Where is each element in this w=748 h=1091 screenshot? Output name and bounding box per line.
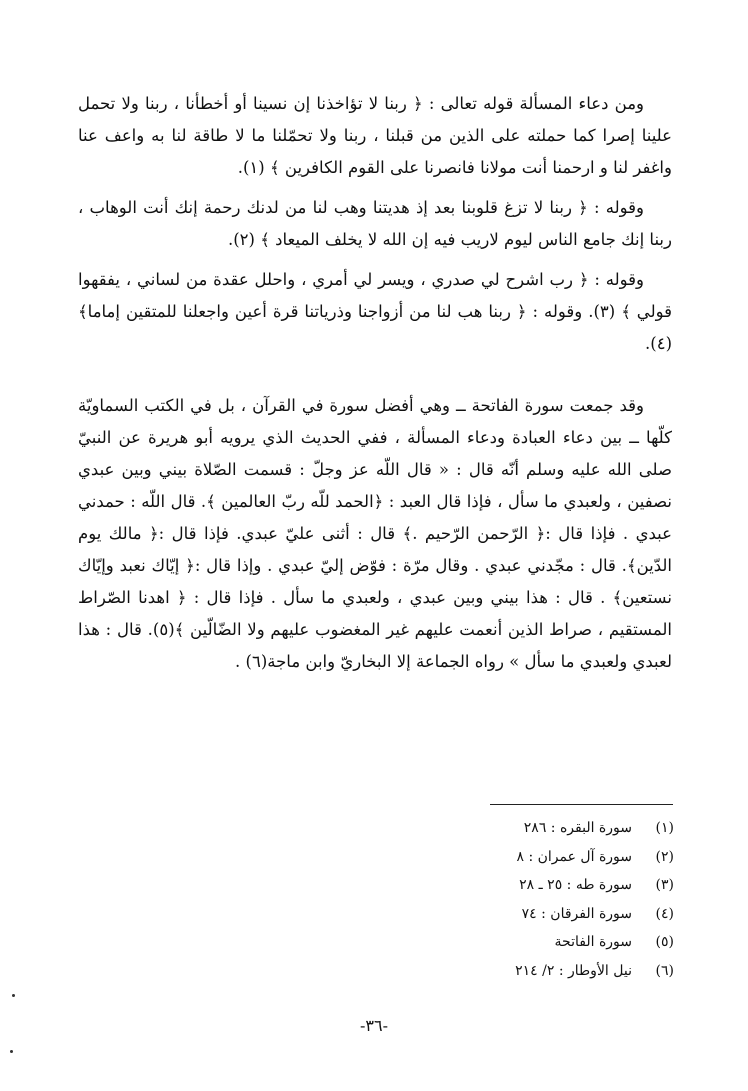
- main-text: [78, 88, 672, 686]
- paragraph-dua-almasala: ومن دعاء المسألة قوله تعالى : ﴿ ربنا لا تؤاخذنا إن نسينا أو أخطأنا ، ربنا ولا تحمل علينا إصرا كما حملته على الذين من قبلنا ، ربنا ولا تحمّلنا ما لا طاقة لنا به واعف عنا واغفر لنا و ارحمنا أنت مولانا فانصرنا على القوم الكافرين ﴾ (١).: [78, 94, 672, 177]
- footnote-divider: [490, 804, 673, 805]
- footnote-text: سورة البقره : ٢٨٦: [523, 820, 632, 836]
- paragraph-fatiha-hadith: وقد جمعت سورة الفاتحة ــ وهي أفضل سورة في القرآن ، بل في الكتب السماويّة كلّها ــ بين دعاء العبادة ودعاء المسألة ، ففي الحديث الذي يرويه أبو هريرة عن النبيّ صلى الله عليه وسلم أنّه قال : « قال اللّه عز وجلّ : قسمت الصّلاة بيني وبين عبدي نصفين ، ولعبدي ما سأل ، فإذا قال العبد : ﴿الحمد للّه ربّ العالمين ﴾. قال اللّه : حمدني عبدي . فإذا قال :﴿ الرّحمن الرّحيم .﴾ قال : أثنى عليّ عبدي. فإذا قال :﴿ مالك يوم الدّين﴾. قال : مجّدني عبدي . وقال مرّة : فوّض إليّ عبدي . وإذا قال :﴿ إيّاك نعبد وإيّاك نستعين﴾ . قال : هذا بيني وبين عبدي ، ولعبدي ما سأل . فإذا قال : ﴿ اهدنا الصّراط المستقيم ، صراط الذين أنعمت عليهم غير المغضوب عليهم ولا الضّالّين ﴾(٥). قال : هذا لعبدي ولعبدي ما سأل » رواه الجماعة إلا البخاريّ وابن ماجة(٦) .: [78, 396, 672, 671]
- paragraph-rabbana-la-tuzigh: وقوله : ﴿ ربنا لا تزغ قلوبنا بعد إذ هديتنا وهب لنا من لدنك رحمة إنك أنت الوهاب ، ربنا إنك جامع الناس ليوم لاريب فيه إن الله لا يخلف الميعاد ﴾ (٢).: [78, 198, 672, 249]
- footnotes: [460, 814, 674, 985]
- scan-speck: [12, 994, 15, 997]
- footnote-item: [460, 900, 674, 929]
- footnote-number: (٣): [655, 877, 674, 893]
- footnote-item: [460, 871, 674, 900]
- page-number: -٣٦-: [360, 1016, 388, 1035]
- footnote-text: سورة طه : ٢٥ ـ ٢٨: [519, 877, 632, 893]
- footnote-text: سورة آل عمران : ٨: [516, 848, 632, 865]
- footnote-item: [460, 814, 674, 843]
- footnote-text: سورة الفرقان : ٧٤: [521, 905, 632, 922]
- footnote-item: [460, 843, 674, 872]
- footnote-item: [460, 928, 674, 957]
- footnote-number: (٤): [655, 905, 674, 922]
- footnote-number: (١): [655, 820, 674, 836]
- footnote-number: (٦): [655, 962, 674, 979]
- footnote-number: (٥): [655, 934, 674, 950]
- footnote-item: [460, 957, 674, 986]
- scan-speck: [10, 1050, 13, 1053]
- footnote-text: نيل الأوطار : ٢/ ٢١٤: [515, 962, 632, 979]
- paragraph-rabbi-ishrah: وقوله : ﴿ رب اشرح لي صدري ، ويسر لي أمري ، واحلل عقدة من لساني ، يفقهوا قولي ﴾ (٣). وقوله : ﴿ ربنا هب لنا من أزواجنا وذرياتنا قرة أعين واجعلنا للمتقين إماما﴾ (٤).: [78, 270, 673, 353]
- footnote-text: سورة الفاتحة: [554, 934, 632, 950]
- footnote-number: (٢): [655, 848, 674, 865]
